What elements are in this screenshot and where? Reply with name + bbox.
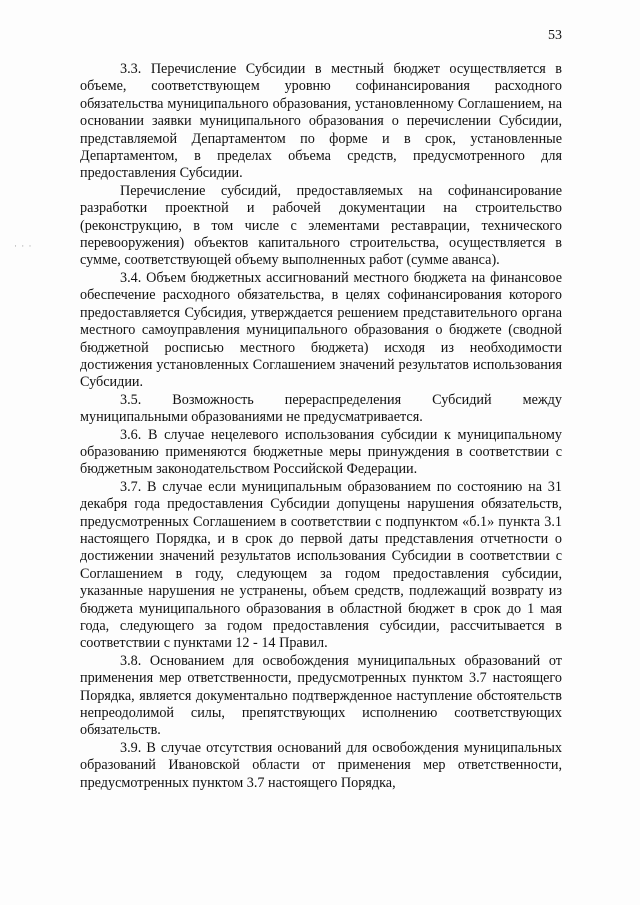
paragraph-3-3-continuation: Перечисление субсидий, предоставляемых на софинансирование разработки проектной и рабочей документации на строительство (реконструкцию, в том числе с элементами реставрации, технического перевооружения) объектов капитального строительства, осуществляется в сумме, соответствующей объему выполненных работ (сумме аванса).: [80, 182, 562, 269]
paragraph-3-4: 3.4. Объем бюджетных ассигнований местного бюджета на финансовое обеспечение расходного обязательства, в целях софинансирования которого предоставляется Субсидия, утверждается решением представительного органа местного самоуправления муниципального образования о бюджете (сводной бюджетной росписью местного бюджета) исходя из необходимости достижения установленных Соглашением значений результатов использования Субсидии.: [80, 269, 562, 391]
paragraph-3-5: 3.5. Возможность перераспределения Субсидий между муниципальными образованиями не предусматривается.: [80, 391, 562, 426]
document-body: [80, 61, 562, 792]
paragraph-3-7: 3.7. В случае если муниципальным образованием по состоянию на 31 декабря года предоставления Субсидии допущены нарушения обязательств, предусмотренных Соглашением в соответствии с подпунктом «б.1» пункта 3.1 настоящего Порядка, и в срок до первой даты представления отчетности о достижении значений результатов использования Субсидии в соответствии с Соглашением в году, следующем за годом предоставления субсидии, указанные нарушения не устранены, объем средств, подлежащий возврату из бюджета муниципального образования в областной бюджет в срок до 1 мая года, следующего за годом предоставления субсидии, рассчитывается в соответствии с пунктами 12 - 14 Правил.: [80, 478, 562, 652]
page-number: 53: [548, 28, 562, 43]
paragraph-3-9: 3.9. В случае отсутствия оснований для освобождения муниципальных образований Ивановской области от применения мер ответственности, предусмотренных пунктом 3.7 настоящего Порядка,: [80, 739, 562, 791]
paragraph-3-8: 3.8. Основанием для освобождения муниципальных образований от применения мер ответственности, предусмотренных пунктом 3.7 настоящего Порядка, является документально подтвержденное наступление обстоятельств непреодолимой силы, препятствующих исполнению соответствующих обязательств.: [80, 652, 562, 739]
paragraph-3-6: 3.6. В случае нецелевого использования субсидии к муниципальному образованию применяются бюджетные меры принуждения в соответствии с бюджетным законодательством Российской Федерации.: [80, 426, 562, 478]
paragraph-3-3: 3.3. Перечисление Субсидии в местный бюджет осуществляется в объеме, соответствующем уровню софинансирования расходного обязательства муниципального образования, установленному Соглашением, на основании заявки муниципального образования о перечислении Субсидии, представляемой Департаментом по форме и в срок, установленные Департаментом, в пределах объема средств, предусмотренного для предоставления Субсидии.: [80, 61, 562, 182]
margin-mark: · · ·: [14, 241, 33, 251]
